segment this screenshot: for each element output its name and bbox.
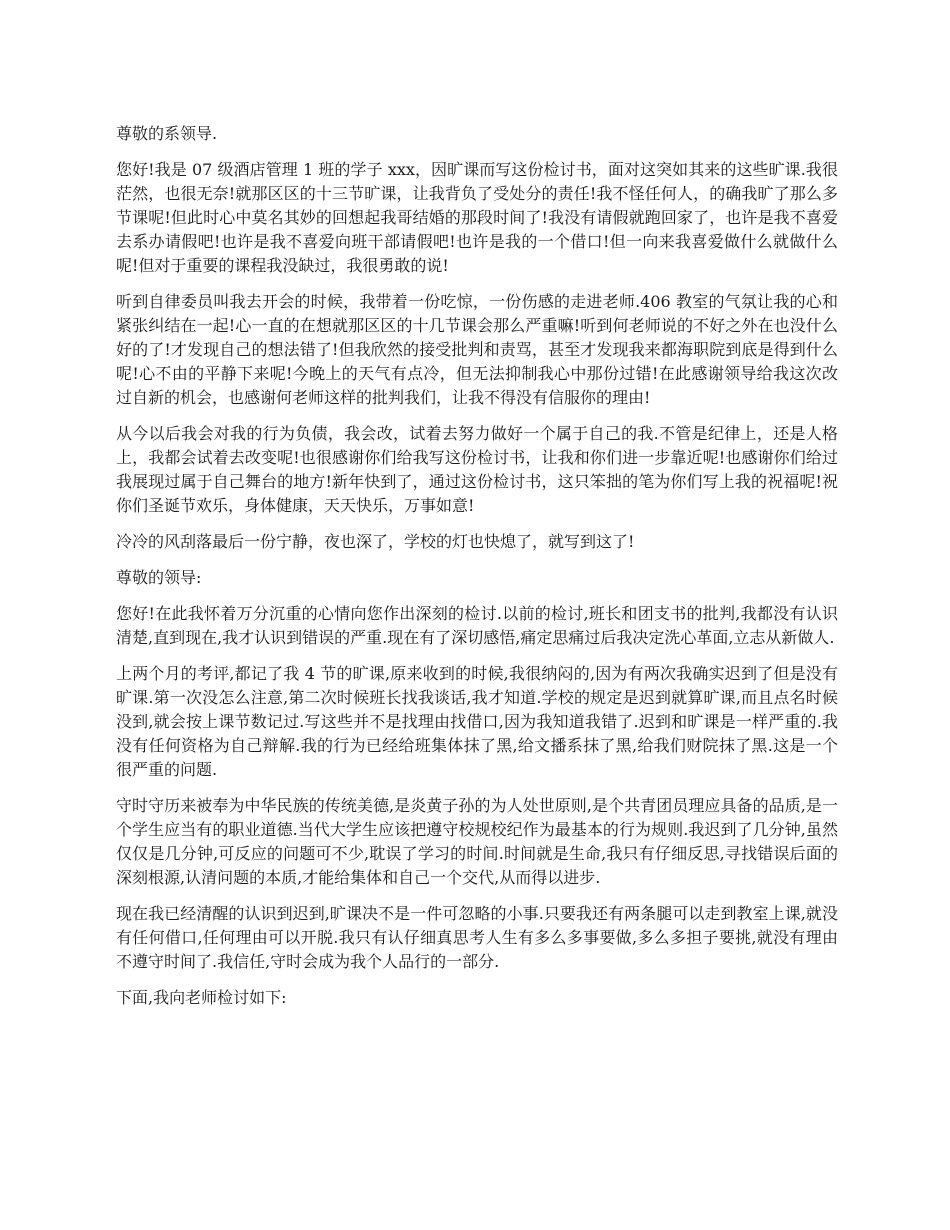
paragraph: 上两个月的考评,都记了我 4 节的旷课,原来收到的时候,我很纳闷的,因为有两次我确实迟到了但是没有旷课.第一次没怎么注意,第二次时候班长找我谈话,我才知道.学校的规定是迟到就算旷课,而且点名时候没到,就会按上课节数记过.写这些并不是找理由找借口,因为我知道我错了.迟到和旷课是一样严重的.我没有任何资格为自己辩解.我的行为已经给班集体抹了黑,给文播系抹了黑,给我们财院抹了黑.这是一个很严重的问题. bbox=[116, 664, 838, 779]
document-body bbox=[116, 122, 838, 1022]
salutation-department: 尊敬的系领导. bbox=[116, 124, 218, 143]
paragraph: 冷冷的风刮落最后一份宁静，夜也深了，学校的灯也快熄了，就写到这了! bbox=[116, 532, 635, 551]
paragraph: 您好!在此我怀着万分沉重的心情向您作出深刻的检讨.以前的检讨,班长和团支书的批判,我都没有认识清楚,直到现在,我才认识到错误的严重.现在有了深切感悟,痛定思痛过后我决定洗心革面,立志从新做人. bbox=[116, 604, 838, 647]
paragraph: 听到自律委员叫我去开会的时候，我带着一份吃惊，一份伤感的走进老师.406 教室的气氛让我的心和紧张纠结在一起!心一直的在想就那区区的十几节课会那么严重嘛!听到何老师说的不好之外在也没什么好的了!才发现自己的想法错了!但我欣然的接受批判和责骂，甚至才发现我来都海职院到底是得到什么呢!心不由的平静下来呢!今晚上的天气有点冷，但无法抑制我心中那份过错!在此感谢领导给我这次改过自新的机会，也感谢何老师这样的批判我们，让我不得没有信服你的理由! bbox=[116, 292, 838, 407]
paragraph: 从今以后我会对我的行为负债，我会改，试着去努力做好一个属于自己的我.不管是纪律上，还是人格上，我都会试着去改变呢!也很感谢你们给我写这份检讨书，让我和你们进一步靠近呢!也感谢你们给过我展现过属于自己舞台的地方!新年快到了，通过这份检讨书，这只笨拙的笔为你们写上我的祝福呢!祝你们圣诞节欢乐，身体健康，天天快乐，万事如意! bbox=[116, 424, 838, 515]
paragraph: 下面,我向老师检讨如下: bbox=[116, 988, 287, 1007]
paragraph: 守时守历来被奉为中华民族的传统美德,是炎黄子孙的为人处世原则,是个共青团员理应具备的品质,是一个学生应当有的职业道德.当代大学生应该把遵守校规校纪作为最基本的行为规则.我迟到了几分钟,虽然仅仅是几分钟,可反应的问题可不少,耽误了学习的时间.时间就是生命,我只有仔细反思,寻找错误后面的深刻根源,认清问题的本质,才能给集体和自己一个交代,从而得以进步. bbox=[116, 796, 838, 887]
paragraph: 您好!我是 07 级酒店管理 1 班的学子 xxx，因旷课而写这份检讨书，面对这突如其来的这些旷课.我很茫然，也很无奈!就那区区的十三节旷课，让我背负了受处分的责任!我不怪任何人，的确我旷了那么多节课呢!但此时心中莫名其妙的回想起我哥结婚的那段时间了!我没有请假就跑回家了，也许是我不喜爱去系办请假吧!也许是我不喜爱向班干部请假吧!也许是我的一个借口!但一向来我喜爱做什么就做什么呢!但对于重要的课程我没缺过，我很勇敢的说! bbox=[116, 160, 838, 275]
paragraph: 现在我已经清醒的认识到迟到,旷课决不是一件可忽略的小事.只要我还有两条腿可以走到教室上课,就没有任何借口,任何理由可以开脱.我只有认仔细真思考人生有多么多事要做,多么多担子要挑,就没有理由不遵守时间了.我信任,守时会成为我个人品行的一部分. bbox=[116, 904, 838, 971]
salutation-leader: 尊敬的领导: bbox=[116, 568, 202, 587]
